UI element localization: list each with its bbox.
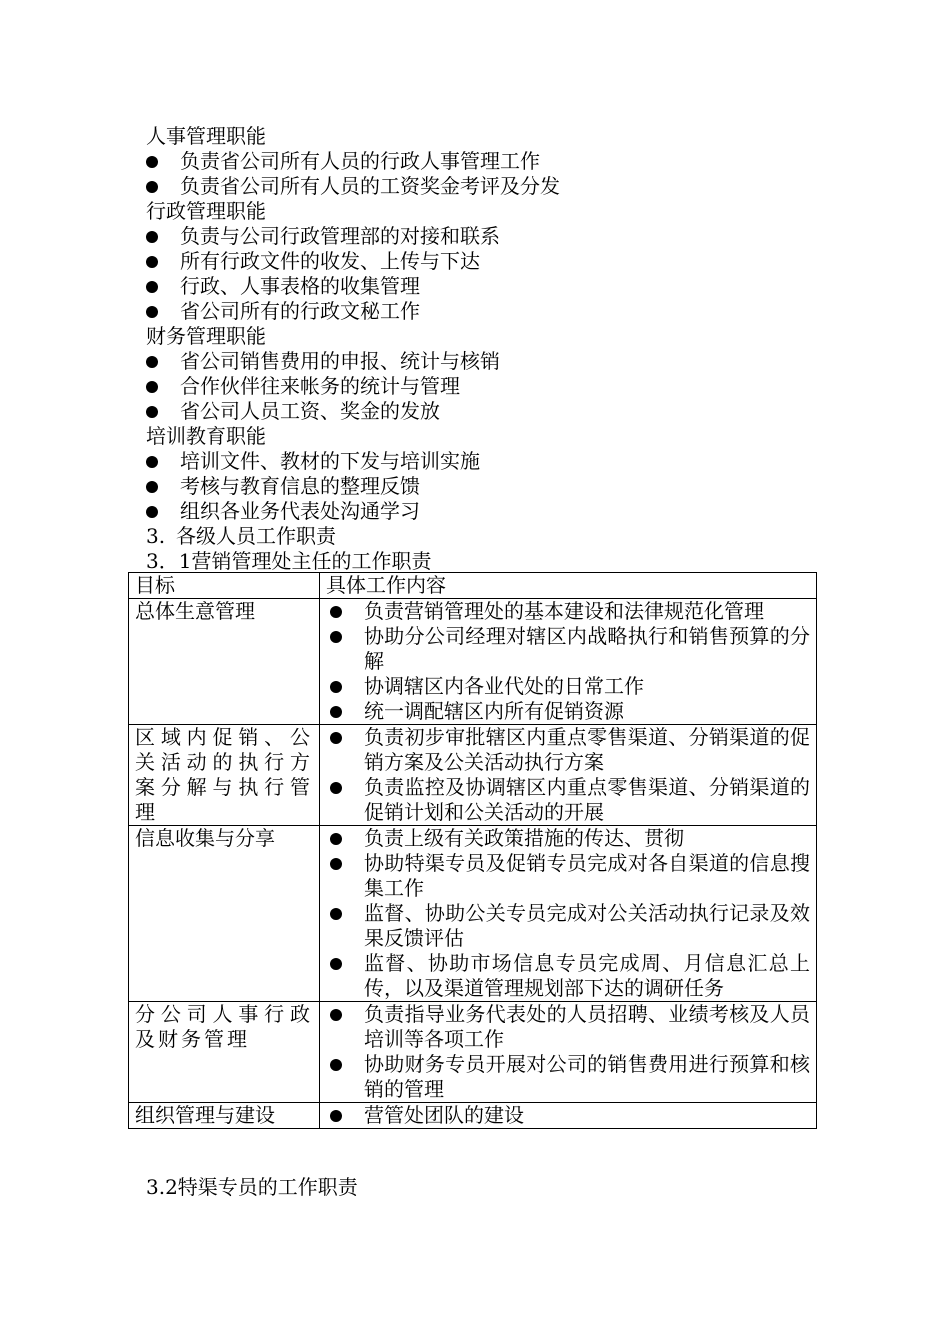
list-item xyxy=(326,624,810,674)
list-item-text: 负责上级有关政策措施的传达、贯彻 xyxy=(364,826,684,850)
bullet-icon xyxy=(330,706,342,718)
table-header-cell: 目标 xyxy=(129,573,320,599)
list-item xyxy=(326,851,810,901)
list-item-text: 协助财务专员开展对公司的销售费用进行预算和核销的管理 xyxy=(364,1052,810,1101)
list-item xyxy=(326,901,810,951)
bullet-icon xyxy=(330,1059,342,1071)
goal-cell: 信息收集与分享 xyxy=(129,826,320,1002)
bullet-item xyxy=(146,149,826,174)
goal-cell: 总体生意管理 xyxy=(129,599,320,725)
bullet-text: 负责省公司所有人员的行政人事管理工作 xyxy=(180,149,540,173)
bullet-item xyxy=(146,224,826,249)
bullet-icon xyxy=(330,908,342,920)
bullet-text: 负责与公司行政管理部的对接和联系 xyxy=(180,224,500,248)
list-item-text: 营管处团队的建设 xyxy=(364,1103,524,1127)
heading-number: 3. xyxy=(146,524,166,548)
list-item xyxy=(326,775,810,825)
bullet-item xyxy=(146,374,826,399)
table-row xyxy=(129,1103,817,1129)
list-item-text: 负责初步审批辖区内重点零售渠道、分销渠道的促销方案及公关活动执行方案 xyxy=(364,725,810,774)
bullet-item xyxy=(146,349,826,374)
bullet-icon xyxy=(146,306,158,318)
bullet-text: 合作伙伴往来帐务的统计与管理 xyxy=(180,374,460,398)
content-cell xyxy=(320,1103,817,1129)
bullet-icon xyxy=(330,681,342,693)
duty-sections xyxy=(146,124,826,574)
list-item-text: 监督、协助公关专员完成对公关活动执行记录及效果反馈评估 xyxy=(364,901,810,950)
bullet-text: 省公司所有的行政文秘工作 xyxy=(180,299,420,323)
duty-table xyxy=(128,572,817,1129)
list-item-text: 负责营销管理处的基本建设和法律规范化管理 xyxy=(364,599,764,623)
bullet-text: 负责省公司所有人员的工资奖金考评及分发 xyxy=(180,174,560,198)
bullet-item xyxy=(146,274,826,299)
table-header-cell: 具体工作内容 xyxy=(320,573,817,599)
bullet-text: 组织各业务代表处沟通学习 xyxy=(180,499,420,523)
goal-cell: 分公司人事行政及财务管理 xyxy=(129,1002,320,1103)
section-heading: 财务管理职能 xyxy=(146,324,266,348)
list-item xyxy=(326,1002,810,1052)
bullet-icon xyxy=(146,356,158,368)
content-cell xyxy=(320,599,817,725)
table-row xyxy=(129,826,817,1002)
goal-cell: 组织管理与建设 xyxy=(129,1103,320,1129)
bullet-icon xyxy=(330,732,342,744)
heading-text: 各级人员工作职责 xyxy=(176,524,336,548)
content-cell xyxy=(320,826,817,1002)
bullet-text: 培训文件、教材的下发与培训实施 xyxy=(180,449,480,473)
bullet-icon xyxy=(146,181,158,193)
bullet-icon xyxy=(330,782,342,794)
bullet-icon xyxy=(330,606,342,618)
list-item-text: 协助分公司经理对辖区内战略执行和销售预算的分解 xyxy=(364,624,810,673)
list-item-text: 协调辖区内各业代处的日常工作 xyxy=(364,674,644,698)
bullet-icon xyxy=(146,456,158,468)
section-heading: 行政管理职能 xyxy=(146,199,266,223)
bullet-icon xyxy=(146,281,158,293)
table-row xyxy=(129,599,817,725)
list-item xyxy=(326,1052,810,1102)
bullet-icon xyxy=(146,481,158,493)
bullet-icon xyxy=(330,958,342,970)
bullet-icon xyxy=(146,406,158,418)
bullet-item xyxy=(146,174,826,199)
section-heading: 培训教育职能 xyxy=(146,424,266,448)
list-item xyxy=(326,674,810,699)
section-heading: 人事管理职能 xyxy=(146,124,266,148)
content-cell xyxy=(320,1002,817,1103)
bullet-item xyxy=(146,499,826,524)
bullet-icon xyxy=(330,1110,342,1122)
bullet-icon xyxy=(146,156,158,168)
list-item-text: 协助特渠专员及促销专员完成对各自渠道的信息搜集工作 xyxy=(364,851,810,900)
list-item-text: 负责监控及协调辖区内重点零售渠道、分销渠道的促销计划和公关活动的开展 xyxy=(364,775,810,824)
list-item xyxy=(326,951,810,1001)
content-cell xyxy=(320,725,817,826)
next-section-heading: 3.2特渠专员的工作职责 xyxy=(146,1175,358,1199)
bullet-item xyxy=(146,299,826,324)
bullet-text: 省公司销售费用的申报、统计与核销 xyxy=(180,349,500,373)
bullet-item xyxy=(146,449,826,474)
bullet-text: 省公司人员工资、奖金的发放 xyxy=(180,399,440,423)
list-item xyxy=(326,699,810,724)
list-item xyxy=(326,725,810,775)
subsection-heading: 3．1营销管理处主任的工作职责 xyxy=(146,549,432,573)
bullet-icon xyxy=(146,381,158,393)
bullet-icon xyxy=(330,1009,342,1021)
list-item xyxy=(326,599,810,624)
bullet-icon xyxy=(146,231,158,243)
table-header-row xyxy=(129,573,817,599)
bullet-item xyxy=(146,249,826,274)
bullet-icon xyxy=(330,631,342,643)
table-row xyxy=(129,725,817,826)
bullet-icon xyxy=(146,256,158,268)
list-item-text: 监督、协助市场信息专员完成周、月信息汇总上传，以及渠道管理规划部下达的调研任务 xyxy=(364,951,810,1000)
bullet-text: 考核与教育信息的整理反馈 xyxy=(180,474,420,498)
list-item xyxy=(326,1103,810,1128)
bullet-text: 行政、人事表格的收集管理 xyxy=(180,274,420,298)
goal-cell: 区域内促销、公关活动的执行方案分解与执行管理 xyxy=(129,725,320,826)
numbered-heading xyxy=(146,524,826,549)
bullet-item xyxy=(146,399,826,424)
bullet-item xyxy=(146,474,826,499)
table-row xyxy=(129,1002,817,1103)
bullet-icon xyxy=(330,858,342,870)
list-item xyxy=(326,826,810,851)
bullet-icon xyxy=(146,506,158,518)
bullet-text: 所有行政文件的收发、上传与下达 xyxy=(180,249,480,273)
list-item-text: 负责指导业务代表处的人员招聘、业绩考核及人员培训等各项工作 xyxy=(364,1002,810,1051)
bullet-icon xyxy=(330,833,342,845)
list-item-text: 统一调配辖区内所有促销资源 xyxy=(364,699,624,723)
